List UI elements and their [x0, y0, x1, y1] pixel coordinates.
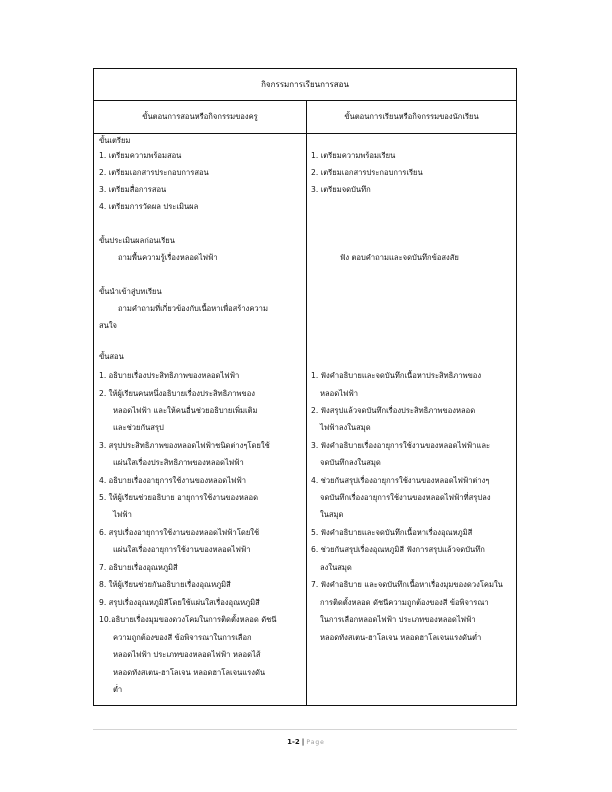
text-line: หลอดไฟฟ้า	[320, 389, 358, 398]
text-line: 1. เตรียมความพร้อมเรียน	[311, 151, 396, 160]
text-line: 3. ฟังคำอธิบายเรื่องอายุการใช้งานของหลอดไฟฟ้าและ	[311, 441, 491, 450]
footer-separator: |	[301, 738, 305, 746]
text-line: 3. เตรียมสื่อการสอน	[99, 185, 167, 194]
student-column-header: ขั้นตอนการเรียนหรือกิจกรรมของนักเรียน	[344, 112, 479, 121]
footer-divider	[93, 729, 517, 730]
text-line: หลอดไฟฟ้า ประเภทของหลอดไฟฟ้า หลอดไส้	[113, 650, 261, 659]
page-label: Page	[306, 739, 325, 746]
text-line: 4. เตรียมการวัดผล ประเมินผล	[99, 202, 199, 211]
text-line: ความถูกต้องของสี ข้อพิจารณาในการเลือก	[113, 633, 252, 642]
text-line: 4. ช่วยกันสรุปเรื่องอายุการใช้งานของหลอดไฟฟ้าต่างๆ	[311, 476, 490, 485]
text-line: 1. ฟังคำอธิบายและจดบันทึกเนื้อหาประสิทธิภาพของ	[311, 371, 482, 380]
text-line: 8. ให้ผู้เรียนช่วยกันอธิบายเรื่องอุณหภูมิสี	[99, 580, 231, 589]
text-line: ถามคำถามที่เกี่ยวข้องกับเนื้อหาเพื่อสร้างความ	[118, 304, 268, 313]
lesson-table	[93, 68, 517, 706]
text-line: 3. สรุปประสิทธิภาพของหลอดไฟฟ้าชนิดต่างๆโดยใช้	[99, 441, 270, 450]
text-line: 1. อธิบายเรื่องประสิทธิภาพของหลอดไฟฟ้า	[99, 371, 240, 380]
text-line: 2. ฟังสรุปแล้วจดบันทึกเรื่องประสิทธิภาพของหลอด	[311, 406, 476, 415]
text-line: จดบันทึกเรื่องอายุการใช้งานของหลอดไฟฟ้าที่สรุปลง	[320, 493, 491, 502]
teacher-activities-cell	[94, 134, 307, 706]
text-line: ไฟฟ้า	[113, 510, 132, 519]
text-line: 4. อธิบายเรื่องอายุการใช้งานของหลอดไฟฟ้า	[99, 476, 247, 485]
text-line: 1. เตรียมความพร้อมสอน	[99, 151, 182, 160]
text-line: 2. เตรียมเอกสารประกอบการสอน	[99, 168, 209, 177]
student-activities-cell	[307, 134, 516, 706]
text-line: 6. สรุปเรื่องอายุการใช้งานของหลอดไฟฟ้าโดยใช้	[99, 528, 260, 537]
page-number: 1-2	[287, 738, 300, 746]
text-line: ในสมุด	[320, 510, 344, 519]
text-line: การติดตั้งหลอด ดัชนีความถูกต้องของสี ข้อพิจารณา	[320, 598, 489, 607]
text-line: 3. เตรียมจดบันทึก	[311, 185, 371, 194]
text-line: 7. ฟังคำอธิบาย และจดบันทึกเนื้อหาเรื่องมุมของดวงโคมใน	[311, 580, 503, 589]
text-line: หลอดไฟฟ้า และให้คนอื่นช่วยอธิบายเพิ่มเติม	[113, 406, 258, 415]
text-line: 6. ช่วยกันสรุปเรื่องอุณหภูมิสี ฟังการสรุปแล้วจดบันทึก	[311, 545, 485, 554]
teacher-column-header: ขั้นตอนการสอนหรือกิจกรรมของครู	[94, 101, 307, 133]
text-line: หลอดทังสเตน-ฮาโลเจน หลอดฮาโลเจนแรงดันต่ำ	[320, 633, 482, 642]
page-footer	[0, 738, 612, 746]
text-line: 5. ให้ผู้เรียนช่วยอธิบาย อายุการใช้งานของหลอด	[99, 493, 258, 502]
text-line: สนใจ	[99, 321, 117, 330]
text-line: ในการเลือกหลอดไฟฟ้า ประเภทของหลอดไฟฟ้า	[320, 615, 476, 624]
text-line: แผ่นใสเรื่องอายุการใช้งานของหลอดไฟฟ้า	[113, 545, 251, 554]
text-line: หลอดทังสเตน-ฮาโลเจน หลอดฮาโลเจนแรงดัน	[113, 668, 266, 677]
text-line: ลงในสมุด	[320, 563, 352, 572]
text-line: ไฟฟ้าลงในสมุด	[320, 423, 371, 432]
text-line: 2. ให้ผู้เรียนคนหนึ่งอธิบายเรื่องประสิทธิภาพของ	[99, 389, 255, 398]
text-line: แผ่นใสเรื่องประสิทธิภาพของหลอดไฟฟ้า	[113, 458, 244, 467]
text-line: ขั้นนำเข้าสู่บทเรียน	[99, 287, 162, 296]
text-line: และช่วยกันสรุป	[113, 423, 164, 432]
text-line: 10.อธิบายเรื่องมุมของดวงโคมในการติดตั้งหลอด ดัชนี	[99, 615, 277, 624]
text-line: 9. สรุปเรื่องอุณหภูมิสีโดยใช้แผ่นใสเรื่องอุณหภูมิสี	[99, 598, 260, 607]
text-line: ถามพื้นความรู้เรื่องหลอดไฟฟ้า	[118, 253, 218, 262]
text-line: ขั้นประเมินผลก่อนเรียน	[99, 236, 175, 245]
text-line: 5. ฟังคำอธิบายและจดบันทึกเนื้อหาเรื่องอุณหภูมิสี	[311, 528, 473, 537]
text-line: ต่ำ	[113, 685, 123, 694]
text-line: ฟัง ตอบคำถามและจดบันทึกข้อสงสัย	[340, 253, 459, 262]
text-line: จดบันทึกลงในสมุด	[320, 458, 381, 467]
table-header-row	[94, 101, 516, 134]
text-line: 2. เตรียมเอกสารประกอบการเรียน	[311, 168, 423, 177]
table-body-row	[94, 134, 516, 706]
text-line: ขั้นเตรียม	[99, 136, 131, 145]
text-line: ขั้นสอน	[99, 352, 124, 361]
table-title: กิจกรรมการเรียนการสอน	[94, 69, 516, 101]
text-line: 7. อธิบายเรื่องอุณหภูมิสี	[99, 563, 178, 572]
